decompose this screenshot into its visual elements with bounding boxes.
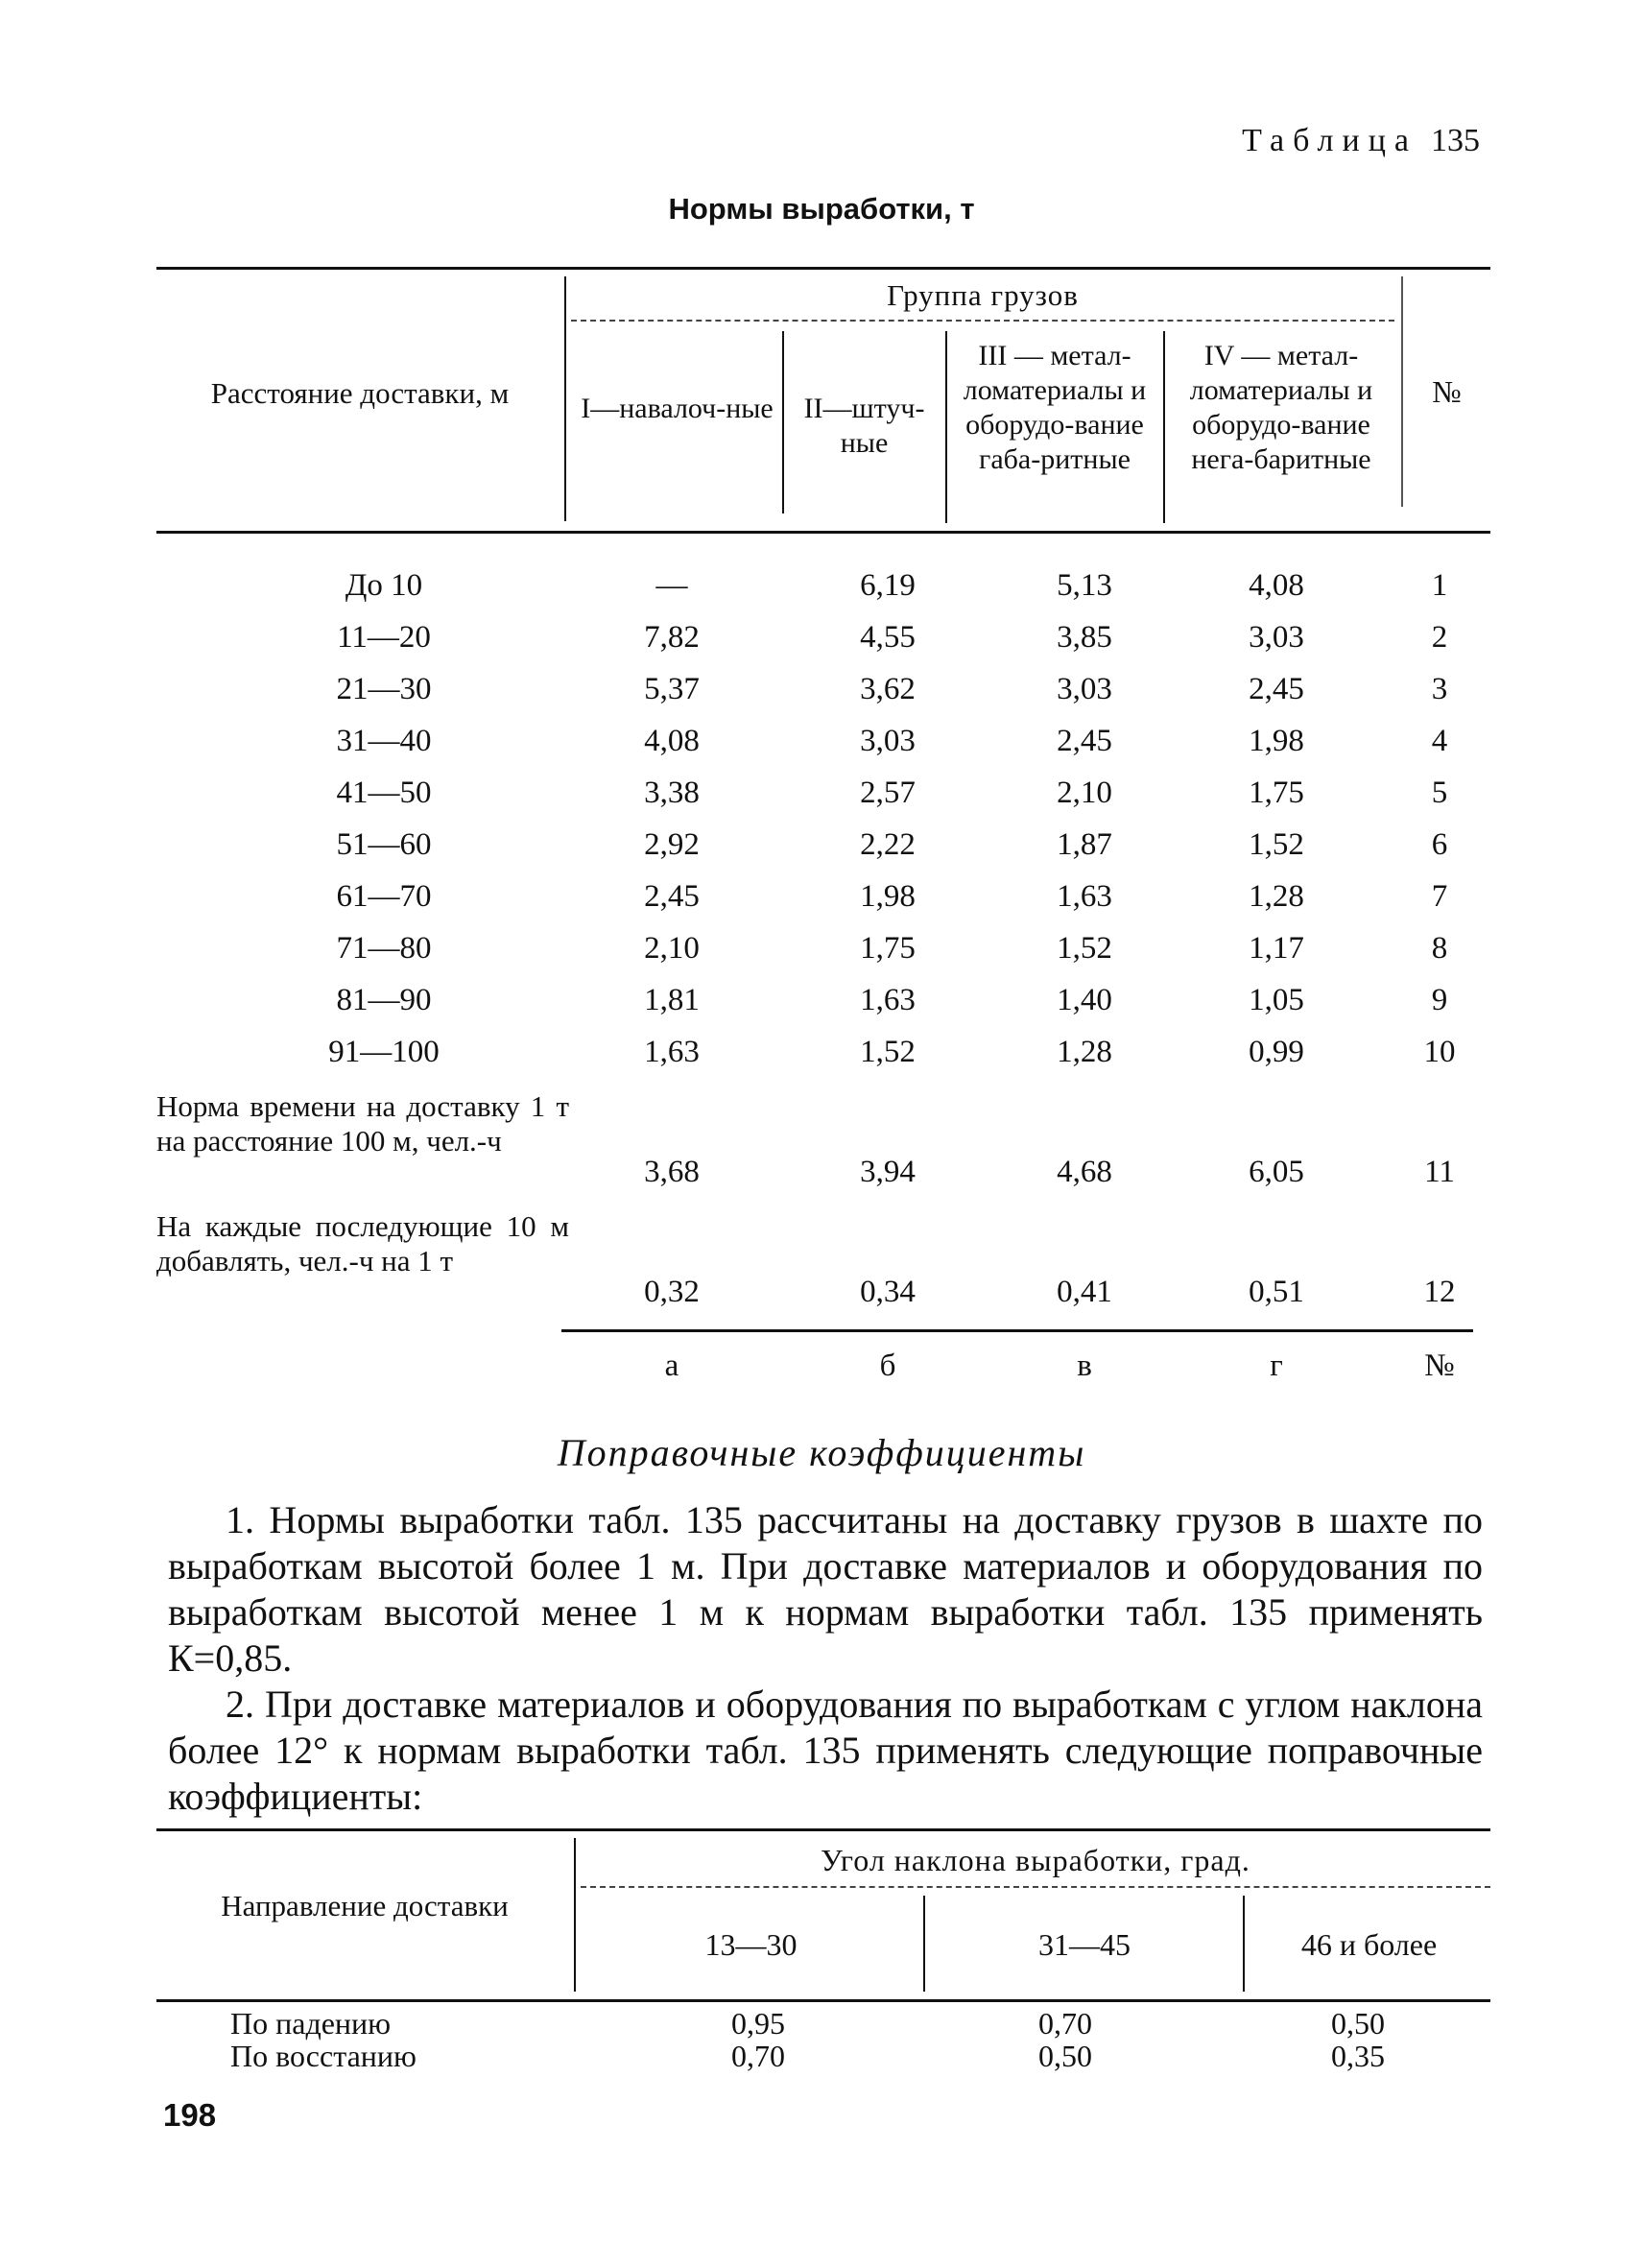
- table1-group-dash: [571, 320, 1394, 322]
- cell-g: 1,17: [1249, 931, 1304, 966]
- row-distance: 21—30: [336, 672, 432, 706]
- cell-g: 4,08: [1249, 568, 1304, 603]
- cell-b: 2,22: [860, 827, 916, 862]
- group-header: Группа грузов: [887, 278, 1079, 312]
- cell-g: 6,05: [1249, 1155, 1304, 1189]
- angle-header: Угол наклона выработки, град.: [821, 1843, 1250, 1877]
- table2-header-rule: [156, 1999, 1490, 2002]
- table-row: [0, 672, 1643, 724]
- cell-num: 11: [1424, 1155, 1455, 1189]
- cell-num: 2: [1431, 620, 1448, 655]
- cell-b: 3,94: [860, 1155, 916, 1189]
- cell-g: 1,05: [1249, 983, 1304, 1017]
- table-label-text: Таблица: [1242, 123, 1417, 158]
- cell-g: 1,75: [1249, 776, 1304, 810]
- cell-num: 4: [1431, 724, 1448, 758]
- cell-g: 2,45: [1249, 672, 1304, 706]
- col-letter-g: г: [1270, 1349, 1283, 1383]
- cell-v: 1,52: [1057, 931, 1112, 966]
- cell-b: 2,57: [860, 776, 916, 810]
- cell-v: 2,10: [1057, 776, 1112, 810]
- section-title: Поправочные коэффициенты: [557, 1431, 1086, 1474]
- cell-b: 1,52: [860, 1035, 916, 1069]
- col-v-header: III — метал-ломатериалы и оборудо-вание габа-ритные: [963, 340, 1147, 475]
- table1-divider: [564, 276, 566, 521]
- norm-row-label: Норма времени на доставку 1 т на расстояние 100 м, чел.-ч: [156, 1089, 569, 1158]
- angle-col-2: 31—45: [1038, 1927, 1131, 1962]
- col-b-header: II—штуч-ные: [803, 393, 925, 459]
- cell-g: 1,28: [1249, 879, 1304, 914]
- table2-cell: 0,35: [1331, 2039, 1385, 2073]
- table2-divider: [574, 1838, 576, 1992]
- table2-cell: 0,95: [731, 2006, 785, 2041]
- cell-num: 6: [1431, 827, 1448, 862]
- cell-g: 1,98: [1249, 724, 1304, 758]
- cell-b: 6,19: [860, 568, 916, 603]
- table-row: [0, 568, 1643, 620]
- cell-v: 4,68: [1057, 1155, 1112, 1189]
- table-title: Нормы выработки, т: [668, 192, 975, 226]
- cell-a: 2,45: [644, 879, 700, 914]
- cell-g: 0,99: [1249, 1035, 1304, 1069]
- cell-a: 4,08: [644, 724, 700, 758]
- cell-v: 2,45: [1057, 724, 1112, 758]
- col-letter-b: б: [879, 1349, 896, 1383]
- row-distance: 11—20: [337, 620, 431, 655]
- cell-b: 1,63: [860, 983, 916, 1017]
- paragraph-1: 1. Нормы выработки табл. 135 рассчитаны на доставку грузов в шахте по выработкам высотой более 1 м. При доставке материалов и оборудования по выработкам высотой менее 1 м к нормам выработки табл. 135 применять К=0,85.: [168, 1498, 1483, 1680]
- table-row: [0, 983, 1643, 1035]
- row-distance: 61—70: [336, 879, 432, 914]
- table1-divider: [782, 331, 784, 513]
- table-row: [0, 879, 1643, 931]
- row-distance: До 10: [345, 568, 423, 603]
- cell-num: 9: [1431, 983, 1448, 1017]
- table-row: [0, 827, 1643, 879]
- row-distance: 31—40: [336, 724, 432, 758]
- angle-col-1: 13—30: [704, 1927, 798, 1962]
- cell-b: 0,34: [860, 1275, 916, 1309]
- cell-v: 3,85: [1057, 620, 1112, 655]
- col-direction-header: Направление доставки: [221, 1889, 509, 1922]
- col-g-header: IV — метал-ломатериалы и оборудо-вание нега-баритные: [1189, 340, 1373, 475]
- table-row: [0, 776, 1643, 827]
- table2-divider: [923, 1896, 925, 1992]
- cell-num: 8: [1431, 931, 1448, 966]
- table2-cell: 0,70: [1038, 2006, 1092, 2041]
- cell-num: 12: [1423, 1275, 1456, 1309]
- table2-angle-dash: [581, 1886, 1490, 1888]
- add-row-label: На каждые последующие 10 м добавлять, чел.-ч на 1 т: [156, 1209, 569, 1277]
- cell-a: 1,63: [644, 1035, 700, 1069]
- table2-row-direction: По восстанию: [230, 2039, 417, 2073]
- paragraph-2: 2. При доставке материалов и оборудования по выработкам с углом наклона более 12° к нормам выработки табл. 135 применять следующие поправочные коэффициенты:: [168, 1683, 1483, 1818]
- cell-g: 3,03: [1249, 620, 1304, 655]
- cell-a: 2,10: [644, 931, 700, 966]
- cell-b: 3,62: [860, 672, 916, 706]
- table2-top-rule: [156, 1828, 1490, 1831]
- cell-v: 5,13: [1057, 568, 1112, 603]
- table2-cell: 0,50: [1038, 2039, 1092, 2073]
- cell-b: 4,55: [860, 620, 916, 655]
- table2-cell: 0,70: [731, 2039, 785, 2073]
- table-label: [1242, 123, 1480, 159]
- cell-v: 1,87: [1057, 827, 1112, 862]
- page-number: 198: [163, 2097, 217, 2133]
- cell-v: 3,03: [1057, 672, 1112, 706]
- cell-v: 1,28: [1057, 1035, 1112, 1069]
- norm-row: [0, 1155, 1643, 1206]
- table-row: [0, 620, 1643, 672]
- col-letter-a: а: [664, 1349, 679, 1383]
- table-row: [0, 931, 1643, 983]
- col-a-header: I—навалоч-ные: [581, 393, 774, 424]
- col-distance-header: Расстояние доставки, м: [210, 376, 510, 410]
- cell-num: 3: [1431, 672, 1448, 706]
- cell-a: 2,92: [644, 827, 700, 862]
- table-row: [0, 724, 1643, 776]
- row-distance: 51—60: [336, 827, 432, 862]
- table1-bottom-rule: [561, 1329, 1473, 1332]
- table1-top-rule: [156, 267, 1490, 270]
- cell-b: 1,75: [860, 931, 916, 966]
- cell-b: 3,03: [860, 724, 916, 758]
- table1-divider: [1163, 331, 1165, 523]
- cell-num: 1: [1431, 568, 1448, 603]
- table2-divider: [1243, 1896, 1245, 1992]
- cell-g: 0,51: [1249, 1275, 1304, 1309]
- row-distance: 71—80: [336, 931, 432, 966]
- cell-a: —: [655, 568, 688, 603]
- table1-header-rule: [156, 531, 1490, 534]
- row-distance: 41—50: [336, 776, 432, 810]
- cell-a: 0,32: [644, 1275, 700, 1309]
- cell-g: 1,52: [1249, 827, 1304, 862]
- cell-a: 3,38: [644, 776, 700, 810]
- row-distance: 81—90: [336, 983, 432, 1017]
- cell-v: 1,40: [1057, 983, 1112, 1017]
- col-letter-num: №: [1424, 1349, 1455, 1383]
- table-number: 135: [1431, 123, 1480, 158]
- col-letter-v: в: [1077, 1349, 1092, 1383]
- table1-divider: [945, 331, 947, 523]
- cell-a: 1,81: [644, 983, 700, 1017]
- cell-num: 5: [1431, 776, 1448, 810]
- angle-col-3: 46 и более: [1300, 1927, 1438, 1962]
- table-row: [0, 1035, 1643, 1086]
- cell-num: 7: [1431, 879, 1448, 914]
- add-row: [0, 1275, 1643, 1326]
- cell-a: 7,82: [644, 620, 700, 655]
- table2-row-direction: По падению: [230, 2006, 392, 2041]
- col-n-header: №: [1432, 374, 1462, 409]
- cell-v: 0,41: [1057, 1275, 1112, 1309]
- cell-a: 5,37: [644, 672, 700, 706]
- table2-cell: 0,50: [1331, 2006, 1385, 2041]
- cell-a: 3,68: [644, 1155, 700, 1189]
- row-distance: 91—100: [328, 1035, 440, 1069]
- cell-num: 10: [1423, 1035, 1456, 1069]
- cell-v: 1,63: [1057, 879, 1112, 914]
- cell-b: 1,98: [860, 879, 916, 914]
